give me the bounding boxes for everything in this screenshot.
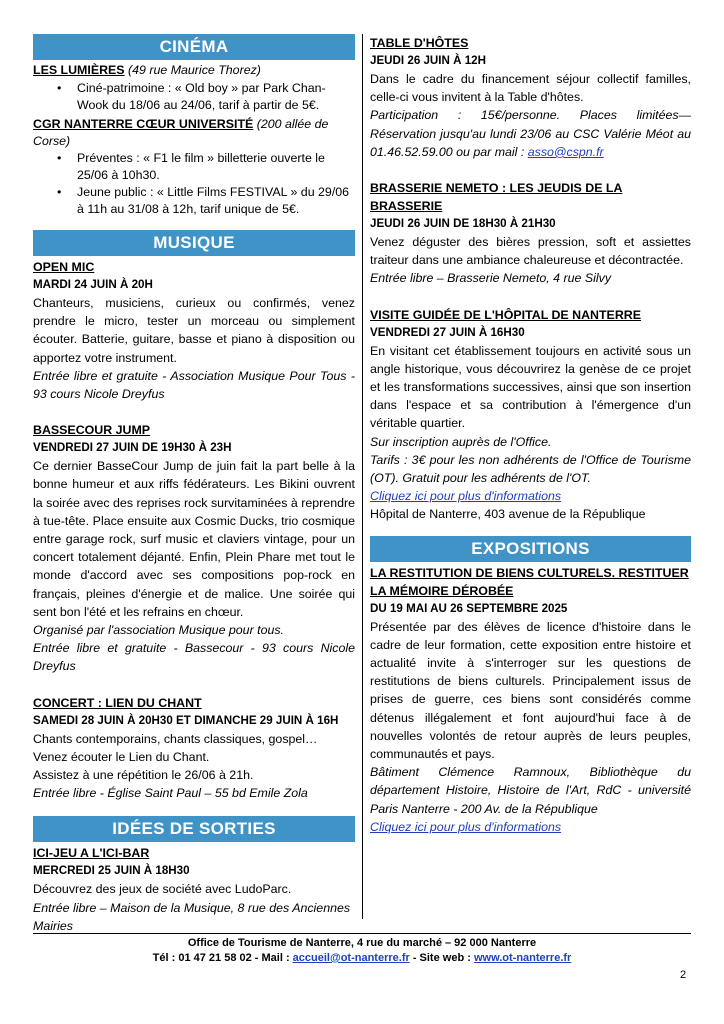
venue-name: CGR NANTERRE CŒUR UNIVERSITÉ <box>33 117 254 131</box>
event-title-bassecour: BASSECOUR JUMP <box>33 423 151 438</box>
list-item: • Ciné-patrimoine : « Old boy » par Park Chan-Wook du 18/06 au 24/06, tarif à partir de 5€. <box>57 81 326 112</box>
venue-cgr <box>33 116 355 150</box>
event-date: SAMEDI 28 JUIN À 20H30 ET DIMANCHE 29 JUIN À 16H <box>33 713 339 727</box>
event-description: Ce dernier BasseCour Jump de juin fait la part belle à la bonne humeur et aux riffs fédérateurs. Les Bikini ouvrent la soirée avec des reprises rock survitaminées à reprendre à tue-tête. Place ensuite aux Cosmic Ducks, trio cosmique entre garage rock, surf music et claviers vintage, pour un concert totalement déjanté. Enfin, Plein Phare met tout le monde d'accord avec ses compositions pop-rock en français, pleines d'énergie et de malice. Une soirée qui sent bon l'été et les refrains en chœur. <box>33 459 355 619</box>
event-title-hopital: VISITE GUIDÉE DE L'HÔPITAL DE NANTERRE <box>370 307 641 322</box>
footer-website-link[interactable]: www.ot-nanterre.fr <box>473 952 572 964</box>
footer-contact: Tél : 01 47 21 58 02 - Mail : accueil@ot-nanterre.fr - Site web : www.ot-nanterre.fr <box>152 952 572 964</box>
event-info: Entrée libre et gratuite - Bassecour - 93 cours Nicole Dreyfus <box>33 641 355 674</box>
event-title-restitution: LA RESTITUTION DE BIENS CULTURELS. RESTITUER LA MÉMOIRE DÉROBÉE <box>370 565 689 598</box>
venue-name: LES LUMIÈRES <box>33 63 125 77</box>
event-date: JEUDI 26 JUIN À 12H <box>370 54 486 67</box>
event-title-nemeto: BRASSERIE NEMETO : LES JEUDIS DE LA BRASSERIE <box>370 181 623 214</box>
event-info: Entrée libre – Maison de la Musique, 8 rue des Anciennes Mairies <box>33 900 351 933</box>
event-organizer: Organisé par l'association Musique pour tous. <box>33 623 285 638</box>
event-description: En visitant cet établissement toujours en activité sous un angle historique, vous découvrirez la genèse de ce projet et les transformations successives, ainsi que son insertion dans l'espace et sa contribution à l'émergence d'un véritable quartier. <box>370 343 691 431</box>
event-description: Chanteurs, musiciens, curieux ou confirmés, venez prendre le micro, tester un morceau ou simplement écouter. Batterie, guitare, basse et piano à disposition ou apportez votre instrument. <box>33 296 355 365</box>
more-info-link[interactable]: Cliquez ici pour plus d'informations <box>370 819 562 834</box>
footer <box>33 936 691 966</box>
event-info: Entrée libre et gratuite - Association Musique Pour Tous - 93 cours Nicole Dreyfus <box>33 368 355 402</box>
event-description: Dans le cadre du financement séjour collectif familles, celle-ci vous invitent à la Table d'hôtes. <box>370 72 691 105</box>
event-description: Présentée par des élèves de licence d'histoire dans le cadre de leur formation, cette exposition entre histoire et actualité invite à s'interroger sur les questions de restitutions de biens culturels. Principalement issus de prises de guerre, ces biens sont considérés comme détenus illégalement et font aujourd'hui face à de nouvelles volontés de retour auprès de leurs peuples, communautés et pays. <box>370 619 691 762</box>
page-number: 2 <box>680 969 687 981</box>
footer-divider <box>33 933 691 934</box>
event-place: Bâtiment Clémence Ramnoux, Bibliothèque du département Histoire, Histoire de l'Art, RdC - université Paris Nanterre - 200 Av. de la République <box>370 765 691 816</box>
event-date: DU 19 MAI AU 26 SEPTEMBRE 2025 <box>370 601 568 615</box>
list-item: • Préventes : « F1 le film » billetterie ouverte le 25/06 à 10h30. <box>57 151 325 182</box>
venue-address: (200 allée de Corse) <box>33 117 329 148</box>
event-place: Hôpital de Nanterre, 403 avenue de la République <box>370 507 646 522</box>
event-date: MERCREDI 25 JUIN À 18H30 <box>33 864 190 878</box>
event-date: VENDREDI 27 JUIN À 16H30 <box>370 325 525 339</box>
email-link[interactable]: asso@cspn.fr <box>527 144 604 159</box>
musique-banner: MUSIQUE <box>33 230 355 256</box>
event-inscription: Sur inscription auprès de l'Office. <box>370 434 552 449</box>
event-description: Chants contemporains, chants classiques, gospel… Venez écouter le Lien du Chant. <box>33 731 318 764</box>
list-item: • Jeune public : « Little Films FESTIVAL » du 29/06 à 11h au 31/08 à 12h, tarif unique de 5€. <box>57 185 350 216</box>
event-title-ici-jeu: ICI-JEU A L'ICI-BAR <box>33 846 150 861</box>
event-title-concert: CONCERT : LIEN DU CHANT <box>33 695 202 710</box>
more-info-link[interactable]: Cliquez ici pour plus d'informations <box>370 489 562 504</box>
event-info: Entrée libre - Église Saint Paul – 55 bd Emile Zola <box>33 786 308 801</box>
event-title-table-hotes: TABLE D'HÔTES <box>370 36 469 50</box>
event-rehearsal: Assistez à une répétition le 26/06 à 21h. <box>33 768 254 783</box>
column-divider <box>362 34 363 919</box>
cinema-banner: CINÉMA <box>33 34 355 60</box>
event-description: Venez déguster des bières pression, soft et assiettes traiteur dans une ambiance chaleureuse et décontractée. <box>370 235 691 268</box>
event-info: Entrée libre – Brasserie Nemeto, 4 rue Silvy <box>370 271 612 286</box>
venue-address: (49 rue Maurice Thorez) <box>124 63 261 77</box>
cinema-list-2 <box>33 150 355 218</box>
event-date: VENDREDI 27 JUIN DE 19H30 À 23H <box>33 441 232 455</box>
expositions-banner: EXPOSITIONS <box>370 536 691 562</box>
footer-email-link[interactable]: accueil@ot-nanterre.fr <box>292 952 410 964</box>
event-description: Découvrez des jeux de société avec LudoParc. <box>33 882 292 897</box>
sorties-banner: IDÉES DE SORTIES <box>33 816 355 842</box>
left-column <box>33 34 355 935</box>
event-tarifs: Tarifs : 3€ pour les non adhérents de l'Office de Tourisme (OT). Gratuit pour les adhérents de l'OT. <box>370 452 691 486</box>
footer-address: Office de Tourisme de Nanterre, 4 rue du marché – 92 000 Nanterre <box>187 937 537 949</box>
event-title-open-mic: OPEN MIC <box>33 260 95 274</box>
event-info: Participation : 15€/personne. Places limitées—Réservation jusqu'au lundi 23/06 au CSC Valérie Méot au 01.46.52.59.00 ou par mail : asso@cspn.fr <box>370 108 691 159</box>
event-date: MARDI 24 JUIN À 20H <box>33 278 153 291</box>
venue-les-lumieres <box>33 62 355 79</box>
cinema-list-1 <box>33 80 355 114</box>
right-column <box>370 34 691 836</box>
event-date: JEUDI 26 JUIN DE 18H30 À 21H30 <box>370 217 556 231</box>
